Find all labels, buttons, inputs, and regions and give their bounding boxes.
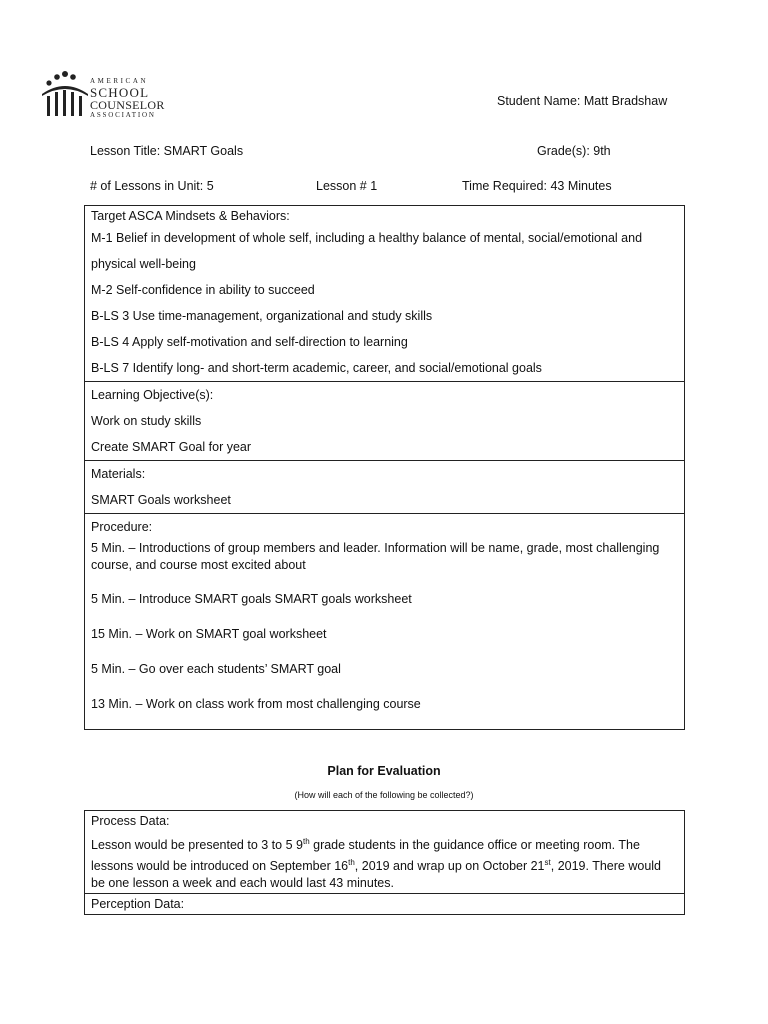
mindset-item: B-LS 4 Apply self-motivation and self-direction to learning (91, 335, 408, 349)
procedure-item: 5 Min. – Introductions of group members and leader. Information will be name, grade, most challenging course, and course most excited about (91, 541, 660, 572)
evaluation-table (84, 810, 685, 915)
asca-logo-text (90, 78, 165, 119)
objective-item: Create SMART Goal for year (91, 440, 252, 454)
process-data-section (85, 811, 684, 892)
logo-line-american: AMERICAN (90, 77, 149, 85)
procedure-section (85, 513, 684, 729)
time-required: Time Required: 43 Minutes (462, 179, 612, 193)
student-name: Student Name: Matt Bradshaw (497, 94, 668, 108)
evaluation-subtitle: (How will each of the following be collected?) (294, 790, 474, 800)
lesson-number: Lesson # 1 (316, 179, 378, 193)
mindsets-heading: Target ASCA Mindsets & Behaviors: (91, 209, 290, 223)
process-data-text (91, 833, 678, 892)
objective-item: Work on study skills (91, 414, 202, 428)
mindset-item: M-2 Self-confidence in ability to succeed (91, 283, 315, 297)
logo-line-counselor: COUNSELOR (90, 98, 165, 112)
logo-line-school: SCHOOL (90, 85, 150, 100)
procedure-item: 5 Min. – Introduce SMART goals SMART goals worksheet (91, 592, 412, 606)
process-text-part: Lesson would be presented to 3 to 5 9 (91, 838, 303, 853)
logo-line-association: ASSOCIATION (90, 111, 156, 119)
procedure-item: 15 Min. – Work on SMART goal worksheet (91, 627, 327, 641)
lessons-in-unit: # of Lessons in Unit: 5 (90, 179, 214, 193)
mindsets-section (85, 207, 684, 381)
material-item: SMART Goals worksheet (91, 493, 231, 507)
materials-heading: Materials: (91, 467, 146, 481)
mindset-item: B-LS 3 Use time-management, organizational and study skills (91, 309, 433, 323)
process-text-sup: st (544, 858, 551, 868)
process-text-part: , 2019. There would be one lesson a week and each would last 43 minutes. (91, 859, 662, 891)
perception-data-section (85, 893, 684, 914)
mindset-item: physical well-being (91, 257, 196, 271)
process-text-part: grade students in the guidance office or meeting room. The lessons would be introduced on September 16 (91, 838, 640, 874)
mindset-item: B-LS 7 Identify long- and short-term academic, career, and social/emotional goals (91, 361, 542, 375)
mindset-item: M-1 Belief in development of whole self, including a healthy balance of mental, social/emotional and (91, 231, 643, 245)
process-text-sup: th (302, 837, 310, 846)
process-text-sup: th (348, 858, 355, 868)
procedure-item: 5 Min. – Go over each students’ SMART goal (91, 662, 341, 676)
procedure-heading: Procedure: (91, 520, 153, 534)
lesson-details-table (84, 205, 685, 730)
perception-data-heading: Perception Data: (91, 897, 185, 912)
process-text-part: , 2019 and wrap up on October 21 (354, 859, 545, 874)
objectives-section (85, 381, 684, 460)
process-data-heading: Process Data: (91, 814, 170, 828)
procedure-item: 13 Min. – Work on class work from most challenging course (91, 697, 421, 711)
materials-section (85, 460, 684, 513)
lesson-title: Lesson Title: SMART Goals (90, 144, 244, 158)
evaluation-title: Plan for Evaluation (327, 764, 441, 778)
objectives-heading: Learning Objective(s): (91, 388, 214, 402)
grades: Grade(s): 9th (537, 144, 611, 158)
